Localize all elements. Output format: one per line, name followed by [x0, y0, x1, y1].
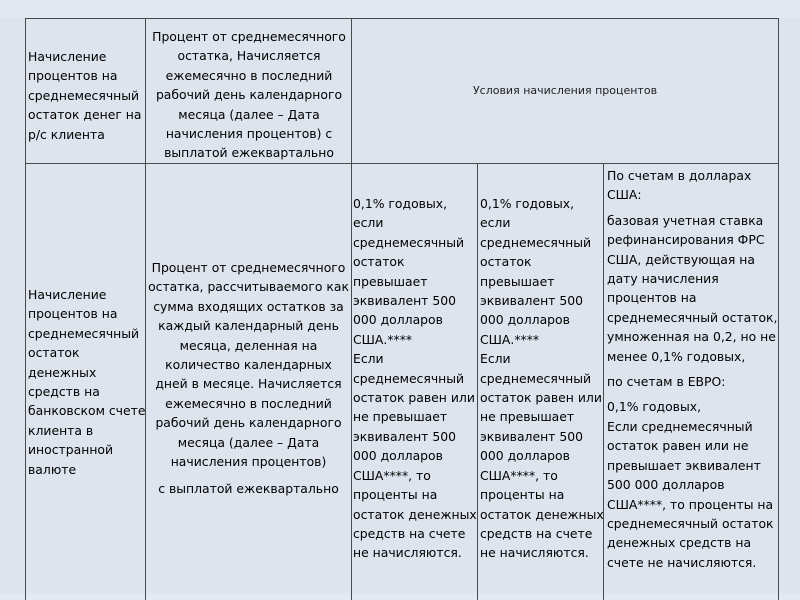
row2-method-cell	[147, 258, 350, 499]
table-col-divider	[477, 163, 478, 600]
row2-method-p1: Процент от среднемесячного остатка, рассчитываемого как сумма входящих остатков за каждый календарный день месяца, деленная на количество календарных дней в месяце. Начисляется ежемесячно в последний рабочий день календарного месяца (далее – Дата начисления процентов)	[148, 260, 349, 470]
row2-col5-p5: Если среднемесячный остаток равен или не превышает эквивалент 500 000 долларов США****, то проценты на среднемесячный остаток денежных средств на счете не начисляются.	[607, 418, 774, 570]
row2-label-cell	[28, 285, 146, 479]
row2-col5-p1: По счетам в долларах США:	[607, 168, 752, 203]
row2-col3-cell	[353, 194, 477, 563]
row2-label: Начисление процентов на среднемесячный остаток денежных средств на банковском счете клиента в иностранной валюте	[28, 287, 146, 477]
row2-col5-cell	[607, 166, 779, 572]
row1-method-cell	[148, 27, 350, 163]
table-row-divider	[25, 163, 779, 164]
row2-col4-p1: 0,1% годовых, если среднемесячный остаток превышает эквивалент 500 000 долларов США.****	[480, 196, 592, 347]
row2-col4-p2: Если среднемесячный остаток равен или не превышает эквивалент 500 000 долларов США****, то проценты на остаток денежных средств на счете не начисляются.	[480, 351, 604, 561]
top-strip	[0, 0, 800, 18]
row1-label-cell	[28, 47, 144, 144]
row2-col5-p2: базовая учетная ставка рефинансирования ФРС США, действующая на дату начисления процентов на среднемесячный остаток, умноженная на 0,2, но не менее 0,1% годовых,	[607, 212, 778, 364]
bottom-strip	[0, 593, 800, 600]
row2-col3-p2: Если среднемесячный остаток равен или не превышает эквивалент 500 000 долларов США****, то проценты на остаток денежных средств на счете не начисляются.	[353, 351, 477, 561]
row2-col4-cell	[480, 194, 604, 563]
row2-col3-p1: 0,1% годовых, если среднемесячный остаток превышает эквивалент 500 000 долларов США.****	[353, 196, 465, 347]
row1-label: Начисление процентов на среднемесячный остаток денег на р/с клиента	[28, 49, 142, 142]
row1-method: Процент от среднемесячного остатка, Начисляется ежемесячно в последний рабочий день календарного месяца (далее – Дата начисления процентов) с выплатой ежеквартально	[152, 29, 346, 161]
row2-col5-p3: по счетам в ЕВРО:	[607, 374, 726, 390]
conditions-header-text: Условия начисления процентов	[472, 83, 658, 97]
row2-method-p2: с выплатой ежеквартально	[158, 481, 339, 497]
table-border-left	[25, 18, 26, 600]
row2-col5-p4: 0,1% годовых,	[607, 399, 702, 415]
conditions-header	[352, 18, 778, 162]
